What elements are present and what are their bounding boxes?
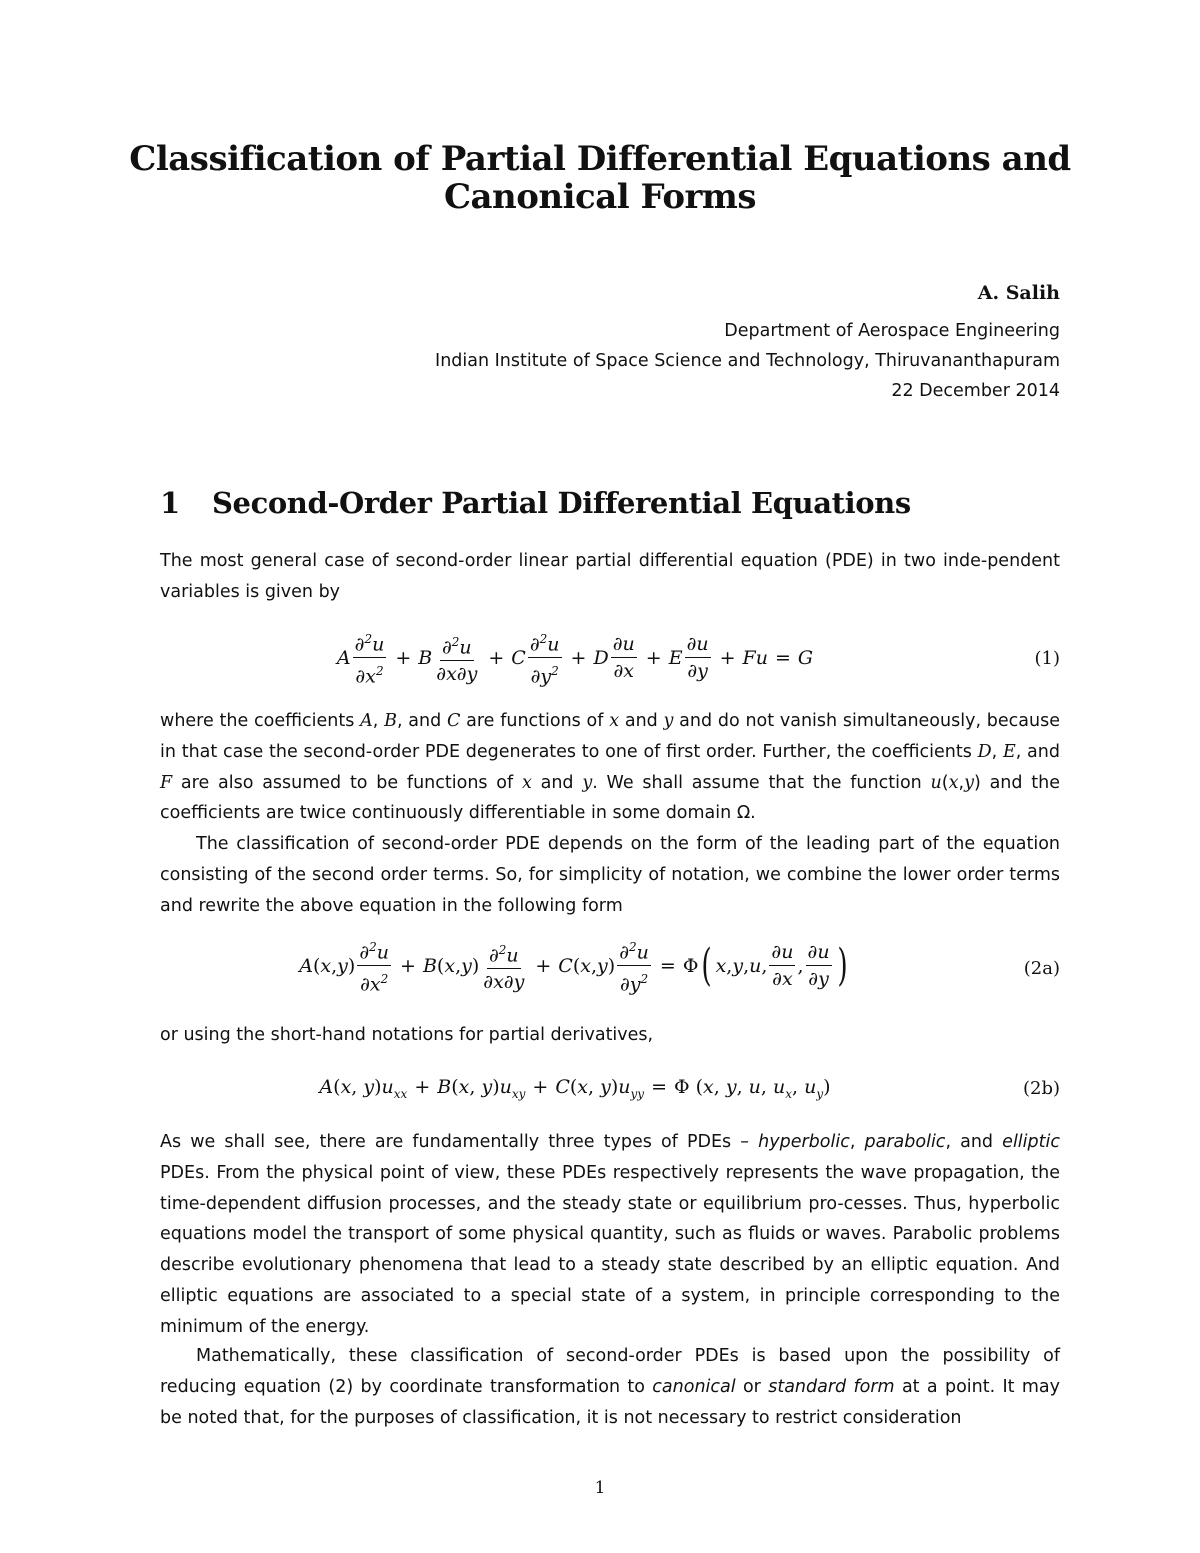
section-heading [160,486,911,520]
title-line-1: Classification of Partial Differential Equations and [129,139,1071,179]
author-name: A. Salih [977,282,1060,304]
equation-2a-body: A ( x , y ) $\frac{\partial^2u}{\partial x^2}$ + B ( x , y ) $\frac{\partial^2u}{\partial x\partial y}$ + C ( x , y ) $\frac{\partial^2u}{\partial y^2}$ = Φ ( x , y , u , $\frac{\partial u}{\partial x}$ , $\frac{\partial u}{\partial y}$ ) [160,936,990,996]
title-line-2: Canonical Forms [443,177,757,217]
paragraph-pde-types: As we shall see, there are fundamentally three types of PDEs – hyperbolic, parabolic, and elliptic PDEs. From the physical point of view, these PDEs respectively represents the wave propagation, the time-dependent diffusion processes, and the steady state or equilibrium pro-cesses. Thus, hyperbolic equations model the transport of some physical quantity, such as fluids or waves. Parabolic problems describe evolutionary phenomena that lead to a steady state described by an elliptic equation. And elliptic equations are associated to a special state of a system, in principle corresponding to the minimum of the energy. [160,1132,1060,1337]
paragraph-shorthand: or using the short-hand notations for partial derivatives, [160,1025,654,1045]
equation-2a-number: (2a) [1023,958,1060,979]
document-date: 22 December 2014 [891,381,1060,401]
document-title [100,140,1100,216]
section-number: 1 [160,486,180,520]
author-block [435,278,1060,406]
paragraph-intro: The most general case of second-order linear partial differential equation (PDE) in two inde-pendent variables is given by [160,551,1060,602]
paragraph-classification: The classification of second-order PDE depends on the form of the leading part of the equation consisting of the second order terms. So, for simplicity of notation, we combine the lower order terms and rewrite the above equation in the following form [160,834,1060,916]
equation-1-body: A $\frac{\partial^2u}{\partial x^2}$ + B $\frac{\partial^2u}{\partial x\partial y}$ + C $\frac{\partial^2u}{\partial y^2}$ + D $\frac{\partial u}{\partial x}$ + E $\frac{\partial u}{\partial y}$ + Fu = G [160,628,990,688]
equation-2b-number: (2b) [1022,1078,1060,1099]
page-number: 1 [594,1478,606,1498]
equation-1-number: (1) [1034,648,1060,669]
equation-2b [160,1076,1060,1108]
paragraph-mathematical: Mathematically, these classification of second-order PDEs is based upon the possibility of reducing equation (2) by coordinate transformation to canonical or standard form at a point. It may be noted that, for the purposes of classification, it is not necessary to restrict consideration [160,1346,1060,1428]
equation-1 [160,628,1060,692]
affiliation-institute: Indian Institute of Space Science and Technology, Thiruvananthapuram [435,351,1060,371]
paragraph-coefficients: where the coefficients A, B, and C are functions of x and y and do not vanish simultaneously, because in that case the second-order PDE degenerates to one of first order. Further, the coefficients D, E, and F are also assumed to be functions of x and y. We shall assume that the function u(x,y) and the coefficients are twice continuously differentiable in some domain Ω. [160,711,1060,824]
section-title: Second-Order Partial Differential Equations [212,486,911,520]
equation-2a [160,936,1060,1006]
equation-2b-body: A(x, $y)u_{xx} + B(x$, $y)u_{xy} + C(x$, $y)u_{yy} = \Phi$ (x, y, u, $u_x$, $u_y$) [319,1076,831,1101]
affiliation-department: Department of Aerospace Engineering [724,321,1060,341]
